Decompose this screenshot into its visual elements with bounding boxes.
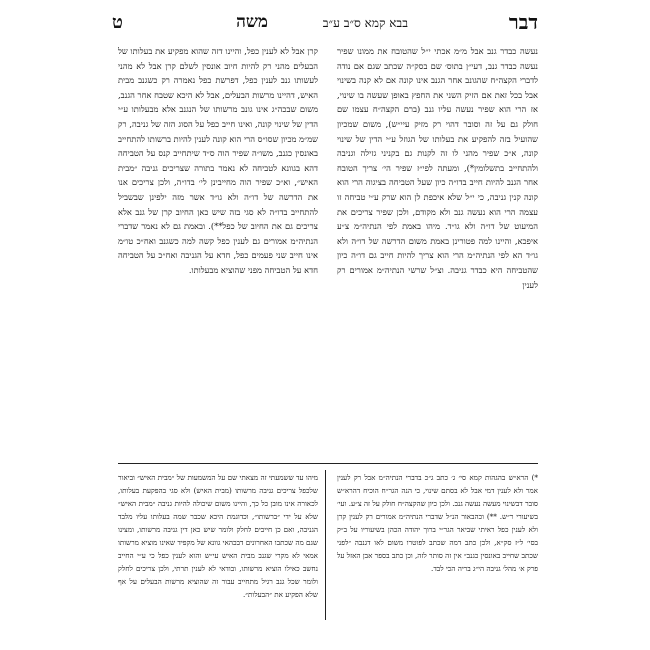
footnote-divider [118, 463, 538, 464]
footnotes-left-text: מיהו עד ששמעתי זה מצאתי שם על המשמעות של ״מבית האיש״ וביאור שלכפל צריכים גניבה מרשותו (מבית האיש) ולא סגי בהפקעת בעלותו, לכאורה אינו מובן כל כך, והיינו משום שיכולה להיות גניבה ״מבית האיש״ שלא על ידי ״ברשותו״, וכדוגמת היכא שכבר שמה בעלותו עליו מלבד הגניבה, ואם כן חייבים לחלק ולומר שיש כאן דין גניבה מרשותו, ומצינו שגם מה שכתבו האחרונים דבכהאי גוונא של מקפיד שאינו מוציא מרשותו אמאי לא מקרי שגנב מבית האיש עי״ש והוא לענין כפל כי ע״י החייב נחשב כאילו הוציא מרשותו, ובודאי לא לענין תרתי, ולכן צריכים לחלק ולומר שכל גנב רגיל מתחייב עבור זה שהוציא מרשות הבעלים על אף שלא הפקיע את ״הבעלות״. [118, 473, 318, 599]
header-book-title: משה [236, 12, 268, 32]
footnotes-right-text: *) הרא״ש בהגהות קמא סי׳ ג׳ כתב ג״כ בדברי הנתיה״מ אבל רק לענין אמר ולא לענין דמי אבל לא בסתם שינוי, כי הנה הגר״ח הוכיח דהרא״ש סובר דבשינוי מעשה נעשה גנב. ולכן כיון שהקצה״ח חולק על זה צ״ע. ועי׳ בשיעורי ר״ש. **) וכהבאור הנ״ל שדברי הנתיה״מ אמורים רק לענין קרן ולא לענין כפל ראיתי שביאר הגר״י ברוך יהודה הכהן בשיעוריו על ב״ק בסי׳ ל״ז סק״א, ולכן כתב דמה שכתב לפוטרו משום לאו דגנבה ״לפני שכתב שחייב באונסין כגנב״ אין זה סותר לזה, וכן כתב בספר אבן האזל על פרק א׳ מהל׳ גניבה הי״ג בריה הכי לבד. [337, 473, 538, 573]
left-text-column [118, 44, 318, 424]
right-column-text: נעשה כבדר גנב אבל מ״מ אכתי י״ל שהטובח את ממונו שפיר נעשה כבדר גנב, דעי״ן בתוס׳ שם בסק״ה שכתב שגם אם נודה לדברי הקצה״ח שהגונב אחר הגנב אינו קונה אם לא קנה בשינוי אבל בכל זאת אם הזיק השני את החפץ באופן שעשה בו שינוי, אז הרי הוא שפיר נעשה עליו גנב (ברם הקצה״ח עצמו שם חולק גם על זה וסובר דהוי רק מזיק עיי״ש), משום שמכיון שהועיל בזה להפקיע את בעלותו של הגוזל ע״י הדין של שינוי קונה, א״כ שפיר מהני לו זה לקנות גם בקניני גזילה וגניבה ולהתחייב בתשלומין*), ומעתה לפי״ז שפיר הי׳ צריך הטובח אחר הגנב להיות חייב בדו״ה כיון שעל הטביחה בציגוה הרי הוא קונה קנין גניבה, כי י״ל שלא איכפת לן הוא שרק ע״י טביחה זו עצמה הרי הוא נעשה גנב ולא מקודם, ולכן שפיר צריכים את המיעוט של דו״ה ולא גו״ד. מיהו באמת לפי הנתיה״מ צ״ע איפכא, והיינו למה פטורינן באמת משום הדרשה של דו״ה ולא גו״ד הא לפי הנתיה״מ הרי הוא צריך להיות חייב גם דו״ה כיון שהטביחה היא כבדר גניבה. וצ״ל שרשי הנתיה״מ אמורים רק לענין [337, 46, 538, 290]
left-column-text: קרן אבל לא לענין כפל, והיינו דזה שהוא מפקיע את בעלותו של הבעלים מהני רק להיות חיוב אונסין לשלם קרן אבל לא מהני לעשותו גנב לענין כפל, דפרשת כפל נאמרה רק כשגנב מבית האיש, דהיינו מרשות הבעלים, אבל לא היכא שטבח אחר הגנב, משום שבכה״ג אינו גונב מרשותו של הנגנב אלא מבעלותו ע״י הדין של שינוי קונה, ואינו חייב כפל על הסוג הזה של גניבה, רק שמ״מ מכיון שסו״ס הרי הוא קונה לענין להיות ברשותו להתחייב באונסין כגנב, משו״ה שפיר הוה ס״ד שיתחייב קנס על הטביחה דהא בגוונא לטביחה לא נאמר בתורה שצריכים גניבה ״מבית האיש״, וא״כ שפיר הוה מחייבינן לי׳ בדו״ה, ולכן צריכים אנו את הדרשה של דו״ה ולא גו״ד אשר מזה ילפינן שבשביל להתחייב בדו״ה לא סגי בזה שיש כאן החיוב קרן של גנב אלא צריכים גם את החיוב של כפל**). ובאמת גם לא נאמר שדברי הנתיה״מ אמורים גם לענין כפל קשה למה כשגנב ואח״כ טו״מ אינו חייב שני פעמים כפל, חדא על הגניבה ואח״כ על הטביחה חדא על הטביחה מפני שהוציא מבעלותו. [118, 46, 318, 275]
footnote-column-divider [325, 470, 326, 620]
footnotes-right-column [337, 471, 538, 631]
right-text-column [337, 44, 538, 352]
header-tractate-reference: בבא קמא ס״ב ע״ב [322, 16, 408, 30]
page-header [112, 10, 538, 36]
footnotes-left-column [118, 471, 318, 631]
header-section-title: דבר [508, 10, 538, 34]
header-page-number: ט [112, 12, 123, 33]
